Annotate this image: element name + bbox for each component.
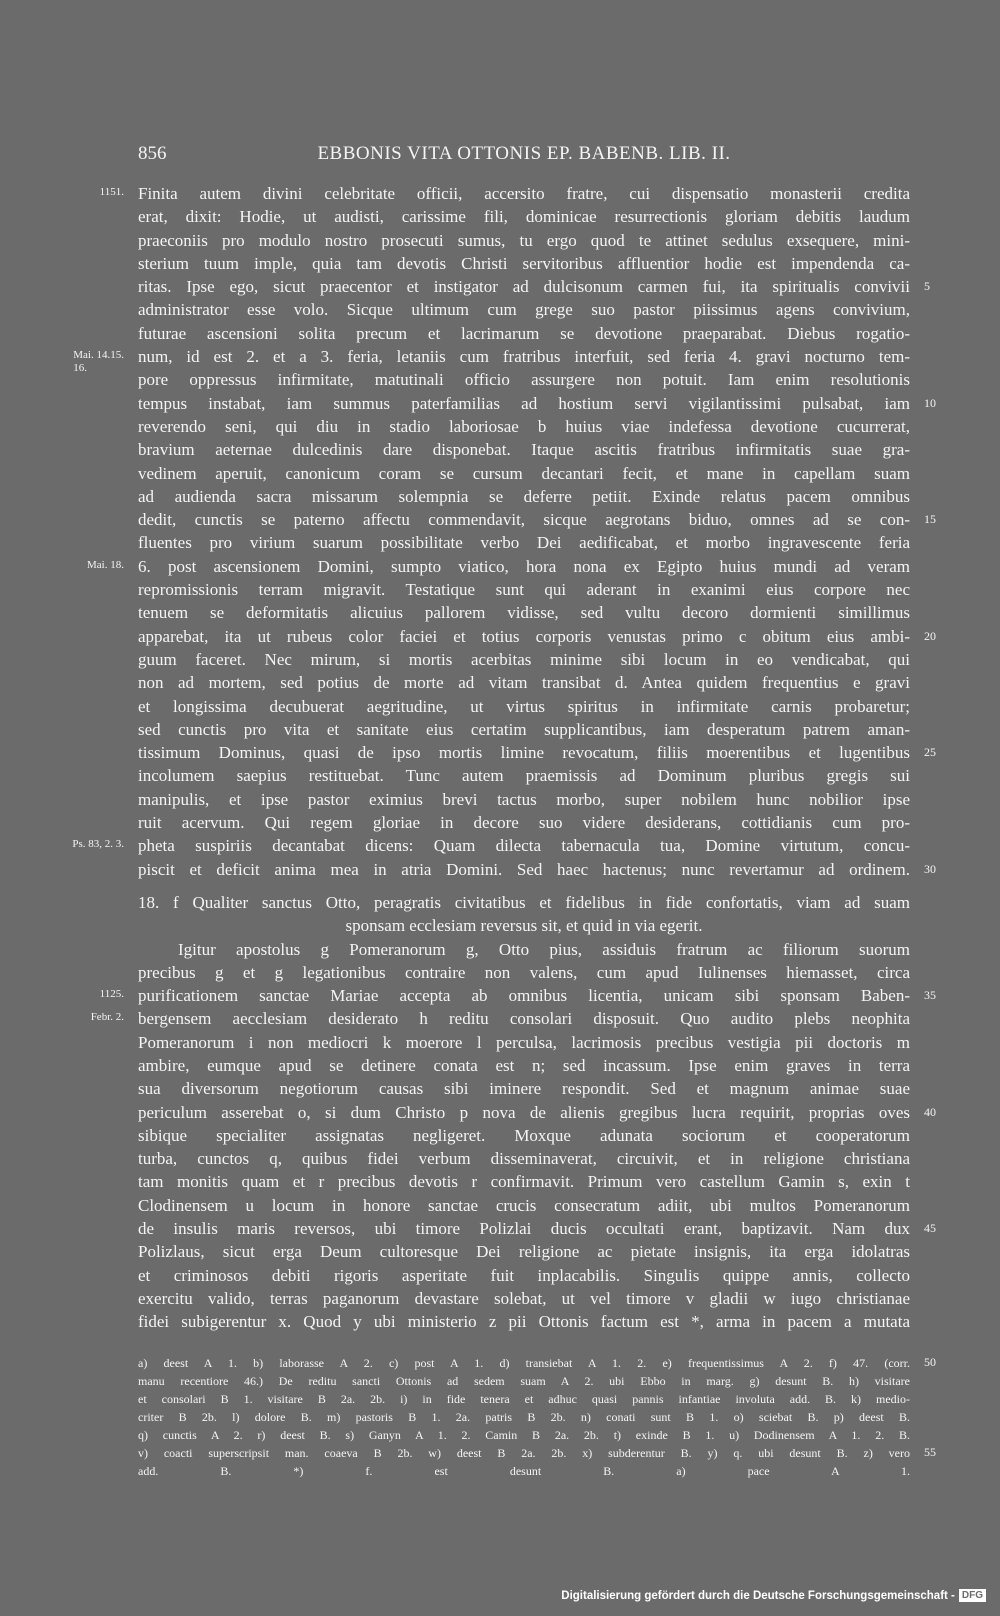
line-text: dedit, cunctis se paterno affectu commendavit, sicque aegrotans biduo, omnes ad se con-	[138, 510, 910, 530]
text-line	[138, 1077, 910, 1100]
text-line	[138, 298, 910, 321]
text-line	[138, 322, 910, 345]
line-text: praeconiis pro modulo nostro prosecuti sumus, tu ergo quod te attinet sedulus exsequere, mini-	[138, 230, 910, 250]
footnote-text: q) cunctis A 2. r) deest B. s) Ganyn A 1. 2. Camin B 2a. 2b. t) exinde B 1. u) Dodinensem A 1. 2. B.	[138, 1428, 910, 1442]
margin-date-note: Febr. 2.	[90, 1011, 124, 1024]
line-text: et criminosos debiti rigoris asperitate fuit inplacabilis. Singulis quippe annis, collecto	[138, 1265, 910, 1285]
footnote-line	[138, 1390, 910, 1408]
text-line	[138, 718, 910, 741]
line-text: Igitur apostolus g Pomeranorum g, Otto pius, assiduis fratrum ac filiorum suorum	[178, 939, 910, 959]
line-text: reverendo seni, qui diu in stadio laboriosae b huius viae indefessa devotione cucurrerat,	[138, 416, 910, 436]
text-line	[73, 345, 910, 375]
line-text: Clodinensem u locum in honore sanctae crucis consecratum adiit, ubi multos Pomeranorum	[138, 1195, 910, 1215]
line-text: precibus g et g legationibus contraire non valens, cum apud Iulinenses hiemasset, circa	[138, 962, 910, 982]
text-line	[138, 1031, 910, 1054]
text-line	[99, 182, 910, 205]
line-text: num, id est 2. et a 3. feria, letaniis cum fratribus interfuit, sed feria 4. gravi nocturno tem-	[138, 347, 910, 367]
line-text: erat, dixit: Hodie, ut audisti, carissime fili, dominicae resurrectionis gloriam debitis laudum	[138, 207, 910, 227]
credit-text: Digitalisierung gefördert durch die Deutsche Forschungsgemeinschaft -	[561, 1589, 955, 1602]
line-text: sua diversorum negotiorum causas sibi iminere respondit. Sed et magnum animae suae	[138, 1079, 910, 1099]
text-line	[138, 229, 910, 252]
text-line	[138, 891, 910, 914]
margin-date-note: Mai. 14.15. 16.	[73, 349, 124, 375]
margin-date-note: 1125.	[99, 988, 124, 1001]
footnote-line	[138, 1444, 936, 1462]
line-text: turba, cunctos q, quibus fidei verbum disseminaverat, circuivit, et in religione christiana	[138, 1149, 910, 1169]
line-text: tissimum Dominus, quasi de ipso mortis limine revocatum, filiis moerentibus et lugentibus	[138, 743, 910, 763]
line-number: 45	[924, 1221, 936, 1236]
text-line	[138, 368, 910, 391]
line-text: repromissionis terram migravit. Testatique sunt qui aderant in exanimi eius corpore nec	[138, 580, 910, 600]
line-text: non ad mortem, sed potius de morte ad vitam transibat d. Antea quidem frequentius e gravi	[138, 673, 910, 693]
dfg-logo: DFG	[959, 1589, 986, 1602]
footnote-text: et consolari B 1. visitare B 2a. 2b. i) in fide tenera et adhuc quasi pannis infantiae involuta add. B. k) medio-	[138, 1392, 910, 1406]
text-line	[138, 601, 910, 624]
footnote-line	[138, 1426, 910, 1444]
text-line	[138, 764, 910, 787]
text-line	[99, 984, 936, 1007]
text-line	[138, 1147, 910, 1170]
line-text: tempus instabat, iam summus paterfamilias ad hostium servi vigilantissimi pulsabat, iam	[138, 393, 910, 413]
text-line	[87, 555, 910, 578]
footnote-text: a) deest A 1. b) laborasse A 2. c) post A 1. d) transiebat A 1. 2. e) frequentissimus A 2. f) 47. (corr.	[138, 1356, 910, 1370]
text-line	[138, 1101, 936, 1124]
footnote-line	[138, 1462, 910, 1480]
line-number: 25	[924, 745, 936, 760]
text-line	[138, 531, 910, 554]
line-text: periculum asserebat o, si dum Christo p nova de alienis gregibus lucra requirit, proprias oves	[138, 1102, 910, 1122]
footnote-line	[138, 1354, 936, 1372]
text-line	[138, 811, 910, 834]
line-text: fluentes pro virium suarum possibilitate verbo Dei aedificabat, et morbo ingravescente feria	[138, 533, 910, 553]
line-text: guum faceret. Nec mirum, si mortis acerbitas minime sibi locum in eo vendicabat, qui	[138, 649, 910, 669]
text-line	[138, 438, 910, 461]
line-text: pheta suspiriis decantabat dicens: Quam dilecta tabernacula tua, Domine virtutum, concu-	[138, 836, 910, 856]
text-line	[138, 252, 910, 275]
line-number: 50	[924, 1355, 936, 1369]
text-line	[138, 508, 936, 531]
line-number: 35	[924, 988, 936, 1003]
text-line	[138, 741, 936, 764]
text-line	[138, 485, 910, 508]
margin-date-note: Ps. 83, 2. 3.	[72, 838, 124, 851]
line-text: ritas. Ipse ego, sicut praecentor et instigator ad dulcisonum carmen fui, ita spiritualis convivii	[138, 277, 910, 297]
line-text: exercitu valido, terras paganorum devastare solebat, ut vel timore v gladii w iugo christianae	[138, 1288, 910, 1308]
text-line	[138, 648, 910, 671]
text-line	[138, 858, 936, 881]
line-number: 55	[924, 1445, 936, 1459]
text-line	[138, 671, 910, 694]
text-line	[138, 1217, 936, 1240]
line-text: futurae ascensioni solita precum et lacrimarum se devotione praeparabat. Diebus rogatio-	[138, 323, 910, 343]
text-line	[90, 1007, 910, 1030]
line-number: 5	[924, 279, 930, 294]
section-gap	[138, 881, 910, 891]
text-line	[138, 961, 910, 984]
margin-date-note: 1151.	[99, 186, 124, 198]
line-text: tam monitis quam et r precibus devotis r confirmavit. Primum vero castellum Gamin s, exin t	[138, 1172, 910, 1192]
text-line	[138, 1124, 910, 1147]
line-number: 30	[924, 861, 936, 876]
text-line	[138, 695, 910, 718]
text-line	[138, 462, 910, 485]
line-text: Polizlaus, sicut erga Deum cultoresque Dei religione ac pietate insignis, ita erga idolatras	[138, 1242, 910, 1262]
running-title: EBBONIS VITA OTTONIS EP. BABENB. LIB. II.	[317, 143, 731, 164]
text-line	[138, 578, 910, 601]
line-text: tenuem se deformitatis alicuius pallorem vidisse, sed vultu decoro dormienti simillimus	[138, 603, 910, 623]
line-text: 18. f Qualiter sanctus Otto, peragratis civitatibus et fidelibus in fide confortatis, viam ad suam	[138, 892, 910, 912]
footnote-text: add. B. *) f. est desunt B. a) pace A 1.	[138, 1464, 910, 1478]
text-line	[138, 1194, 910, 1217]
footnote-text: v) coacti superscripsit man. coaeva B 2b. w) deest B 2a. 2b. x) subderentur B. y) q. ubi desunt B. z) vero	[138, 1446, 910, 1460]
text-line	[138, 415, 910, 438]
page-header	[138, 143, 910, 173]
main-text	[72, 182, 936, 1334]
line-text: fidei subigerentur x. Quod y ubi ministerio z pii Ottonis factum est *, arma in pacem a mutata	[138, 1312, 910, 1332]
footnote-text: criter B 2b. l) dolore B. m) pastoris B 1. 2a. patris B 2b. n) conati sunt B 1. o) sciebat B. p) deest B.	[138, 1410, 910, 1424]
line-text: ruit acervum. Qui regem gloriae in decore suo videre desiderans, cottidianis cum pro-	[138, 813, 910, 833]
line-text: ad audienda sacra missarum solempnia se deferre petiit. Exinde relatus pacem omnibus	[138, 486, 910, 506]
line-text: Finita autem divini celebritate officii, accersito fratre, cui dispensatio monasterii credita	[138, 184, 910, 203]
line-text: pore oppressus infirmitate, matutinali officio assurgere non potuit. Iam enim resolutionis	[138, 370, 910, 390]
page-number: 856	[138, 143, 167, 164]
text-line	[138, 788, 910, 811]
text-line	[138, 1310, 910, 1333]
text-line	[138, 1287, 910, 1310]
line-text: administrator esse volo. Sicque ultimum cum grege suo pastor piissimus agens convivium,	[138, 300, 910, 320]
line-text: Pomeranorum i non mediocri k moerore l perculsa, lacrimosis precibus vestigia pii doctoris m	[138, 1032, 910, 1052]
line-number: 10	[924, 395, 936, 410]
footnote-text: manu recentiore 46.) De reditu sancti Ottonis ad sedem suam A 2. ubi Ebbo in marg. g) desunt B. h) visitare	[138, 1374, 910, 1388]
line-text: sponsam ecclesiam reversus sit, et quid in via egerit.	[345, 916, 703, 936]
line-text: apparebat, ita ut rubeus color faciei et totius corporis venustas primo c obitum eius ambi-	[138, 626, 910, 646]
text-line	[138, 1170, 910, 1193]
footnotes	[138, 1354, 936, 1480]
line-text: bravium aeternae dulcedinis dare disponebat. Itaque ascitis fratribus infirmitatis suae gra-	[138, 440, 910, 460]
line-text: sed cunctis pro vita et sanitate eius certatim supplicantibus, iam desperatum patrem aman-	[138, 719, 910, 739]
line-text: de insulis maris reversos, ubi timore Polizlai ducis occultati erant, baptizavit. Nam dux	[138, 1219, 910, 1239]
line-text: sterium tuum imple, quia tam devotis Christi servitoribus affluentior hodie est impendenda ca-	[138, 253, 910, 273]
line-text: purificationem sanctae Mariae accepta ab omnibus licentia, unicam sibi sponsam Baben-	[138, 986, 910, 1006]
text-line	[138, 1054, 910, 1077]
text-line	[138, 1240, 910, 1263]
text-line	[138, 625, 936, 648]
line-text: vedinem aperuit, canonicum coram se cursum decantari fecit, et mane in capellam suam	[138, 463, 910, 483]
line-number: 20	[924, 628, 936, 643]
text-line	[138, 1264, 910, 1287]
line-text: incolumem saepius restituebat. Tunc autem praemissis ad Dominum pluribus gregis sui	[138, 766, 910, 786]
line-text: sibique specialiter assignatas negligeret. Moxque adunata sociorum et cooperatorum	[138, 1125, 910, 1145]
footer-credit	[561, 1589, 986, 1602]
text-line	[138, 914, 910, 937]
text-line	[72, 834, 910, 857]
line-number: 15	[924, 512, 936, 527]
line-text: et longissima decubuerat aegritudine, ut virtus spiritus in infirmitate carnis probaretur;	[138, 696, 910, 716]
line-text: ambire, eumque apud se detinere conata est n; sed incassum. Ipse enim graves in terra	[138, 1055, 910, 1075]
line-text: piscit et deficit anima mea in atria Domini. Sed haec hactenus; nunc revertamur ad ordinem.	[138, 859, 910, 879]
footnote-line	[138, 1372, 910, 1390]
text-line	[138, 205, 910, 228]
text-line	[138, 275, 930, 298]
footnote-line	[138, 1408, 910, 1426]
line-number: 40	[924, 1104, 936, 1119]
text-line	[138, 938, 910, 961]
margin-date-note: Mai. 18.	[87, 558, 124, 571]
text-line	[138, 392, 936, 415]
line-text: 6. post ascensionem Domini, sumpto viatico, hora nona ex Egipto huius mundi ad veram	[138, 556, 910, 576]
line-text: bergensem aecclesiam desiderato h reditu consolari disposuit. Quo audito plebs neophita	[138, 1009, 910, 1029]
line-text: manipulis, et ipse pastor eximius brevi tactus morbo, super nobilem hunc nobilior ipse	[138, 789, 910, 809]
